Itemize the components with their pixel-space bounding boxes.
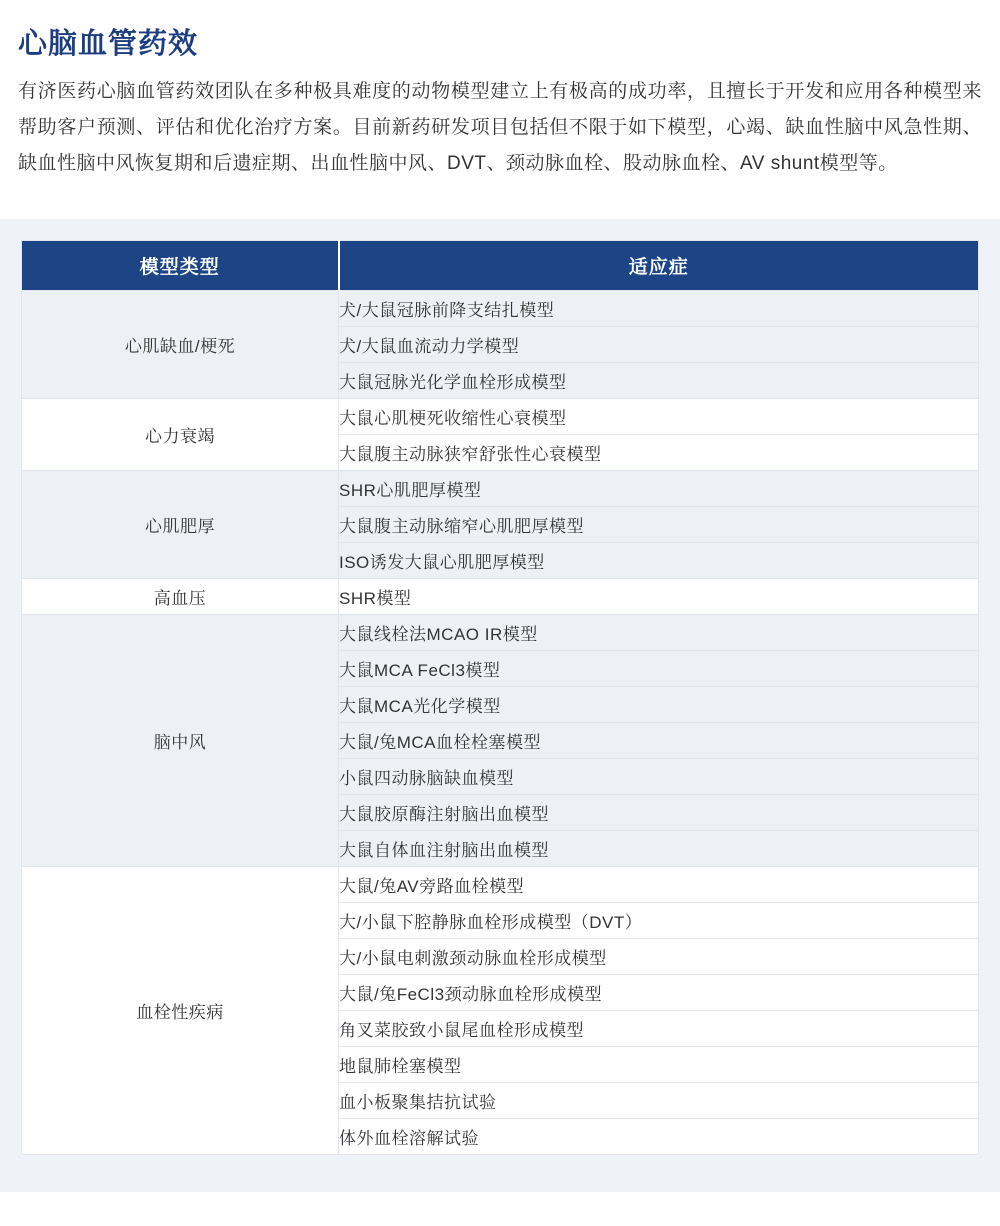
- table-row: [22, 471, 979, 507]
- category-cell: 血栓性疾病: [22, 867, 339, 1155]
- model-cell: 大鼠MCA光化学模型: [339, 687, 979, 723]
- model-table: [21, 240, 979, 1155]
- category-cell: 高血压: [22, 579, 339, 615]
- table-row: [22, 579, 979, 615]
- table-row: [22, 399, 979, 435]
- model-cell: ISO诱发大鼠心肌肥厚模型: [339, 543, 979, 579]
- page-content: [0, 26, 1000, 182]
- model-cell: 犬/大鼠血流动力学模型: [339, 327, 979, 363]
- model-cell: 大/小鼠电刺激颈动脉血栓形成模型: [339, 939, 979, 975]
- header-row: [22, 241, 979, 291]
- model-cell: 大鼠自体血注射脑出血模型: [339, 831, 979, 867]
- model-cell: 大/小鼠下腔静脉血栓形成模型（DVT）: [339, 903, 979, 939]
- column-header-indication: 适应症: [339, 241, 979, 291]
- category-cell: 心力衰竭: [22, 399, 339, 471]
- intro-paragraph: 有济医药心脑血管药效团队在多种极具难度的动物模型建立上有极高的成功率，且擅长于开发和应用各种模型来帮助客户预测、评估和优化治疗方案。目前新药研发项目包括但不限于如下模型，心竭、缺血性脑中风急性期、缺血性脑中风恢复期和后遗症期、出血性脑中风、DVT、颈动脉血栓、股动脉血栓、AV shunt模型等。: [18, 81, 982, 174]
- model-cell: 地鼠肺栓塞模型: [339, 1047, 979, 1083]
- model-cell: 犬/大鼠冠脉前降支结扎模型: [339, 291, 979, 327]
- model-cell: 大鼠/兔MCA血栓栓塞模型: [339, 723, 979, 759]
- model-cell: SHR心肌肥厚模型: [339, 471, 979, 507]
- model-cell: 小鼠四动脉脑缺血模型: [339, 759, 979, 795]
- table-row: [22, 615, 979, 651]
- table-row: [22, 867, 979, 903]
- table-row: [22, 291, 979, 327]
- model-cell: SHR模型: [339, 579, 979, 615]
- model-cell: 大鼠冠脉光化学血栓形成模型: [339, 363, 979, 399]
- model-cell: 大鼠胶原酶注射脑出血模型: [339, 795, 979, 831]
- category-cell: 心肌缺血/梗死: [22, 291, 339, 399]
- model-cell: 血小板聚集拮抗试验: [339, 1083, 979, 1119]
- model-cell: 大鼠线栓法MCAO IR模型: [339, 615, 979, 651]
- model-cell: 大鼠/兔FeCl3颈动脉血栓形成模型: [339, 975, 979, 1011]
- model-cell: 大鼠腹主动脉狭窄舒张性心衰模型: [339, 435, 979, 471]
- model-table-body: [22, 291, 979, 1155]
- table-panel: [0, 219, 1000, 1192]
- model-cell: 角叉菜胶致小鼠尾血栓形成模型: [339, 1011, 979, 1047]
- category-cell: 心肌肥厚: [22, 471, 339, 579]
- model-cell: 大鼠MCA FeCl3模型: [339, 651, 979, 687]
- page-title: 心脑血管药效: [18, 28, 199, 60]
- category-cell: 脑中风: [22, 615, 339, 867]
- model-cell: 大鼠/兔AV旁路血栓模型: [339, 867, 979, 903]
- model-cell: 大鼠心肌梗死收缩性心衰模型: [339, 399, 979, 435]
- model-cell: 体外血栓溶解试验: [339, 1119, 979, 1155]
- model-cell: 大鼠腹主动脉缩窄心肌肥厚模型: [339, 507, 979, 543]
- column-header-model-type: 模型类型: [22, 241, 339, 291]
- model-table-header: [22, 241, 979, 291]
